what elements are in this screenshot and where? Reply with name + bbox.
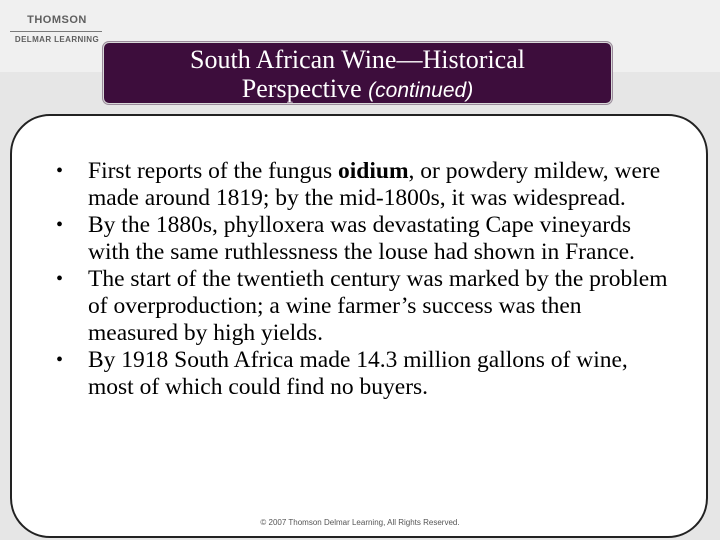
logo-text-thomson: THOMSON	[27, 14, 87, 26]
bullet-icon: •	[56, 268, 64, 290]
bullet-text: By 1918 South Africa made 14.3 million gallons of wine, most of which could find no buyers.	[88, 347, 628, 400]
bullet-item	[56, 347, 676, 401]
logo-text-delmar: DELMAR LEARNING	[14, 35, 100, 44]
bullet-item	[56, 212, 676, 266]
bullet-icon: •	[56, 349, 64, 371]
copyright-footer: © 2007 Thomson Delmar Learning, All Rights Reserved.	[260, 518, 460, 527]
bullet-item	[56, 158, 676, 212]
slide-title-line2-main: Perspective	[241, 74, 369, 103]
bullet-icon: •	[56, 160, 64, 182]
bullet-icon: •	[56, 214, 64, 236]
bullet-text: By the 1880s, phylloxera was devastating Cape vineyards with the same ruthlessness the louse had shown in France.	[88, 212, 635, 265]
publisher-logo	[8, 10, 104, 50]
bullet-text: First reports of the fungus	[88, 158, 338, 184]
bullet-text: The start of the twentieth century was marked by the problem of overproduction; a wine farmer’s success was then measured by high yields.	[88, 266, 668, 346]
logo-divider	[10, 31, 102, 32]
bullet-list	[56, 158, 676, 401]
bullet-text-tail: , or powdery mildew, were made around 1819; by the mid-1800s, it was widespread.	[88, 158, 661, 211]
bullet-item	[56, 266, 676, 347]
slide-title-box	[103, 42, 612, 104]
slide-title-line2	[104, 74, 611, 106]
slide-title-line1: South African Wine—Historical	[190, 45, 525, 74]
slide-title-continued: (continued)	[368, 79, 474, 102]
bullet-bold-term: oidium	[338, 158, 409, 184]
